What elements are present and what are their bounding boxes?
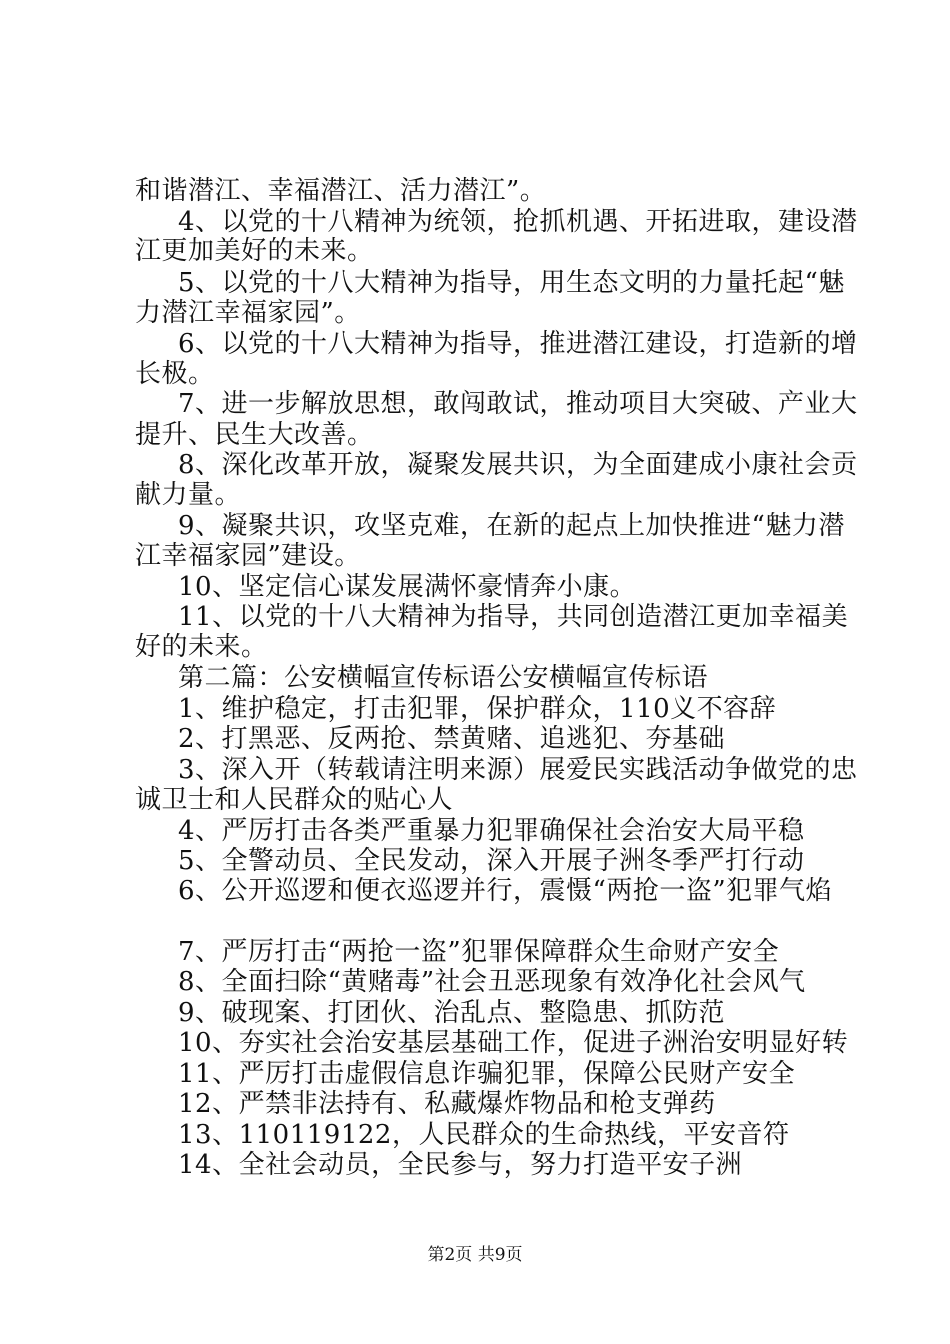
text-line: 3、深入开（转载请注明来源）展爱民实践活动争做党的忠 [178,755,858,785]
text-line: 6、公开巡逻和便衣巡逻并行，震慑“两抢一盗”犯罪气焰 [178,876,833,906]
text-line: 4、以党的十八精神为统领，抢抓机遇、开拓进取，建设潜 [178,207,858,237]
text-line: 和谐潜江、幸福潜江、活力潜江”。 [135,176,547,206]
text-line: 好的未来。 [135,632,268,662]
text-line: 7、进一步解放思想，敢闯敢试，推动项目大突破、产业大 [178,389,858,419]
text-line: 11、严厉打击虚假信息诈骗犯罪，保障公民财产安全 [178,1059,796,1089]
text-line: 力潜江幸福家园”。 [135,298,361,328]
text-line: 8、全面扫除“黄赌毒”社会丑恶现象有效净化社会风气 [178,967,806,997]
text-line: 4、严厉打击各类严重暴力犯罪确保社会治安大局平稳 [178,816,805,846]
text-line: 14、全社会动员，全民参与，努力打造平安子洲 [178,1150,743,1180]
text-line: 江更加美好的未来。 [135,236,374,266]
text-line: 诚卫士和人民群众的贴心人 [135,785,454,815]
text-line: 提升、民生大改善。 [135,420,374,450]
text-line: 5、全警动员、全民发动，深入开展子洲冬季严打行动 [178,846,805,876]
text-line: 13、110119122，人民群众的生命热线，平安音符 [178,1120,790,1150]
text-line: 10、坚定信心谋发展满怀豪情奔小康。 [178,572,637,602]
text-line: 7、严厉打击“两抢一盗”犯罪保障群众生命财产安全 [178,937,780,967]
text-line: 1、维护稳定，打击犯罪，保护群众，110义不容辞 [178,694,777,724]
text-line: 5、以党的十八大精神为指导，用生态文明的力量托起“魅 [178,268,845,298]
text-line: 10、夯实社会治安基层基础工作，促进子洲治安明显好转 [178,1028,849,1058]
text-line: 长极。 [135,359,215,389]
text-line: 8、深化改革开放，凝聚发展共识，为全面建成小康社会贡 [178,450,858,480]
text-line: 2、打黑恶、反两抢、禁黄赌、追逃犯、夯基础 [178,724,726,754]
text-line: 9、破现案、打团伙、治乱点、整隐患、抓防范 [178,998,726,1028]
text-line: 6、以党的十八大精神为指导，推进潜江建设，打造新的增 [178,329,858,359]
text-line: 江幸福家园”建设。 [135,541,361,571]
text-line: 献力量。 [135,480,242,510]
text-line: 12、严禁非法持有、私藏爆炸物品和枪支弹药 [178,1089,716,1119]
text-line: 11、以党的十八大精神为指导，共同创造潜江更加幸福美 [178,602,849,632]
text-line: 9、凝聚共识，攻坚克难，在新的起点上加快推进“魅力潜 [178,511,845,541]
section-heading: 第二篇：公安横幅宣传标语公安横幅宣传标语 [178,663,709,693]
page-number-footer: 第2页 共9页 [427,1245,523,1265]
